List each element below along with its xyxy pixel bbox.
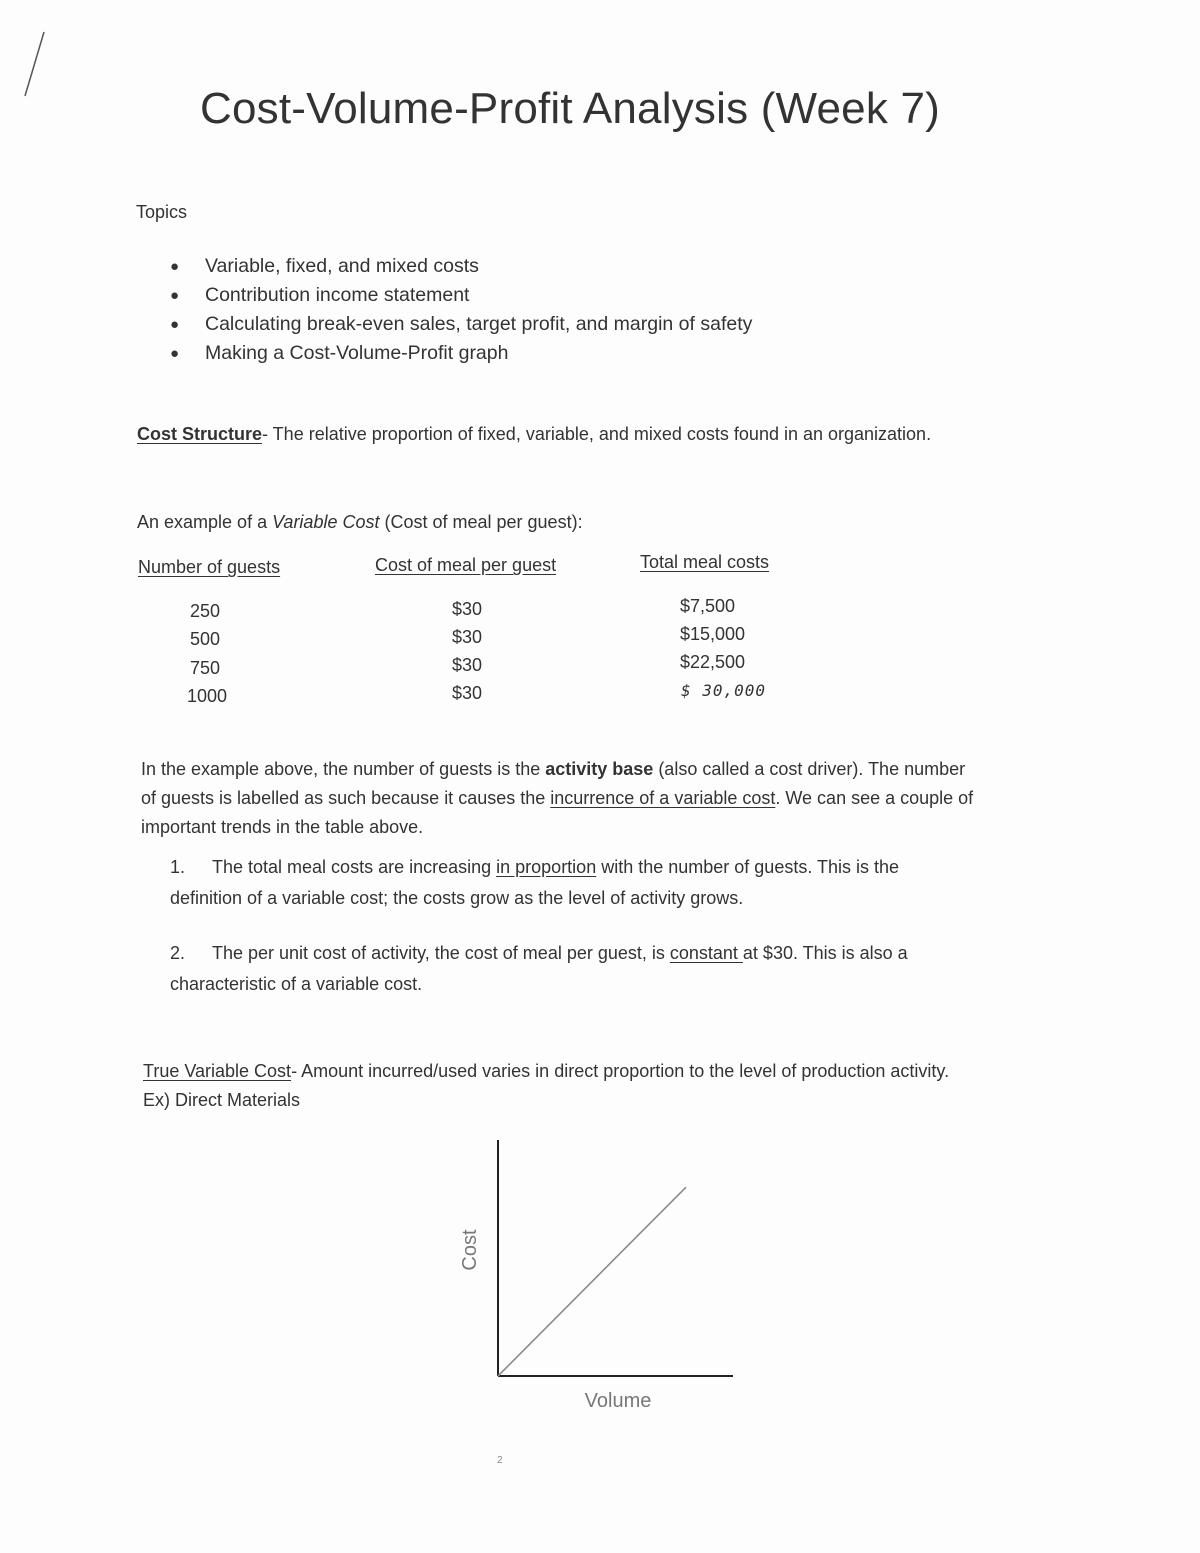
true-variable-cost-definition: True Variable Cost- Amount incurred/used varies in direct proportion to the level of production activity. Ex) Direct Materials — [143, 1057, 1063, 1115]
cost-structure-definition — [137, 424, 931, 445]
table-cell: 250 — [190, 601, 221, 621]
true-variable-cost-example: Ex) Direct Materials — [143, 1090, 301, 1110]
table-cell-handwritten: $ 30,000 — [681, 681, 767, 700]
cost-structure-term: Cost Structure — [137, 424, 263, 444]
topics-label: Topics — [136, 202, 188, 222]
list-item: ● Contribution income statement — [168, 281, 752, 310]
column-header: Cost of meal per guest — [375, 555, 557, 575]
cost-line-series-0 — [498, 1187, 686, 1376]
pen-slash-mark — [22, 30, 46, 100]
topics-list — [168, 252, 752, 368]
numbered-point-1: 1. The total meal costs are increasing in proportion with the number of guests. This is the definition of a variable cost; the costs grow as the level of activity grows. — [170, 857, 900, 908]
activity-base-term: activity base — [545, 759, 654, 779]
page-title: Cost-Volume-Profit Analysis (Week 7) — [200, 84, 940, 133]
page-number: 2 — [497, 1455, 503, 1466]
bullet-icon: ● — [170, 316, 180, 333]
x-axis-label: Volume — [584, 1390, 652, 1412]
cost-structure-text: - The relative proportion of fixed, variable, and mixed costs found in an organization. — [262, 424, 932, 444]
bullet-icon: ● — [170, 287, 180, 304]
table-cell: $15,000 — [680, 624, 746, 644]
numbered-point-2: 2. The per unit cost of activity, the cost of meal per guest, is constant at $30. This is also a characteristic of a variable cost. — [170, 943, 908, 994]
cost-volume-chart — [440, 1130, 760, 1430]
table-cell: $30 — [452, 683, 483, 703]
table-cell: 500 — [190, 629, 221, 649]
table-cell: $30 — [452, 627, 483, 647]
list-item: ● Variable, fixed, and mixed costs — [168, 252, 752, 281]
table-cell: 750 — [190, 658, 221, 678]
bullet-icon: ● — [170, 258, 180, 275]
variable-cost-intro: An example of a Variable Cost (Cost of meal per guest): — [137, 512, 583, 532]
column-header: Number of guests — [138, 557, 281, 577]
list-item: ● Making a Cost-Volume-Profit graph — [168, 339, 752, 368]
table-cell: $30 — [452, 655, 483, 675]
chart-series-group — [498, 1187, 686, 1376]
column-header: Total meal costs — [640, 552, 770, 572]
y-axis-label: Cost — [459, 1229, 481, 1271]
explanation-paragraph: In the example above, the number of guests is the activity base (also called a cost driver). The number of guests is labelled as such because it causes the incurrence of a variable cost. We can see a couple of important trends in the table above. — [141, 759, 974, 837]
table-cell: $7,500 — [680, 596, 736, 616]
bullet-icon: ● — [170, 345, 180, 362]
table-cell: $22,500 — [680, 652, 746, 672]
list-item: ● Calculating break-even sales, target profit, and margin of safety — [168, 310, 752, 339]
table-cell: $30 — [452, 599, 483, 619]
true-variable-cost-term: True Variable Cost — [143, 1061, 292, 1081]
table-cell: 1000 — [187, 686, 228, 706]
